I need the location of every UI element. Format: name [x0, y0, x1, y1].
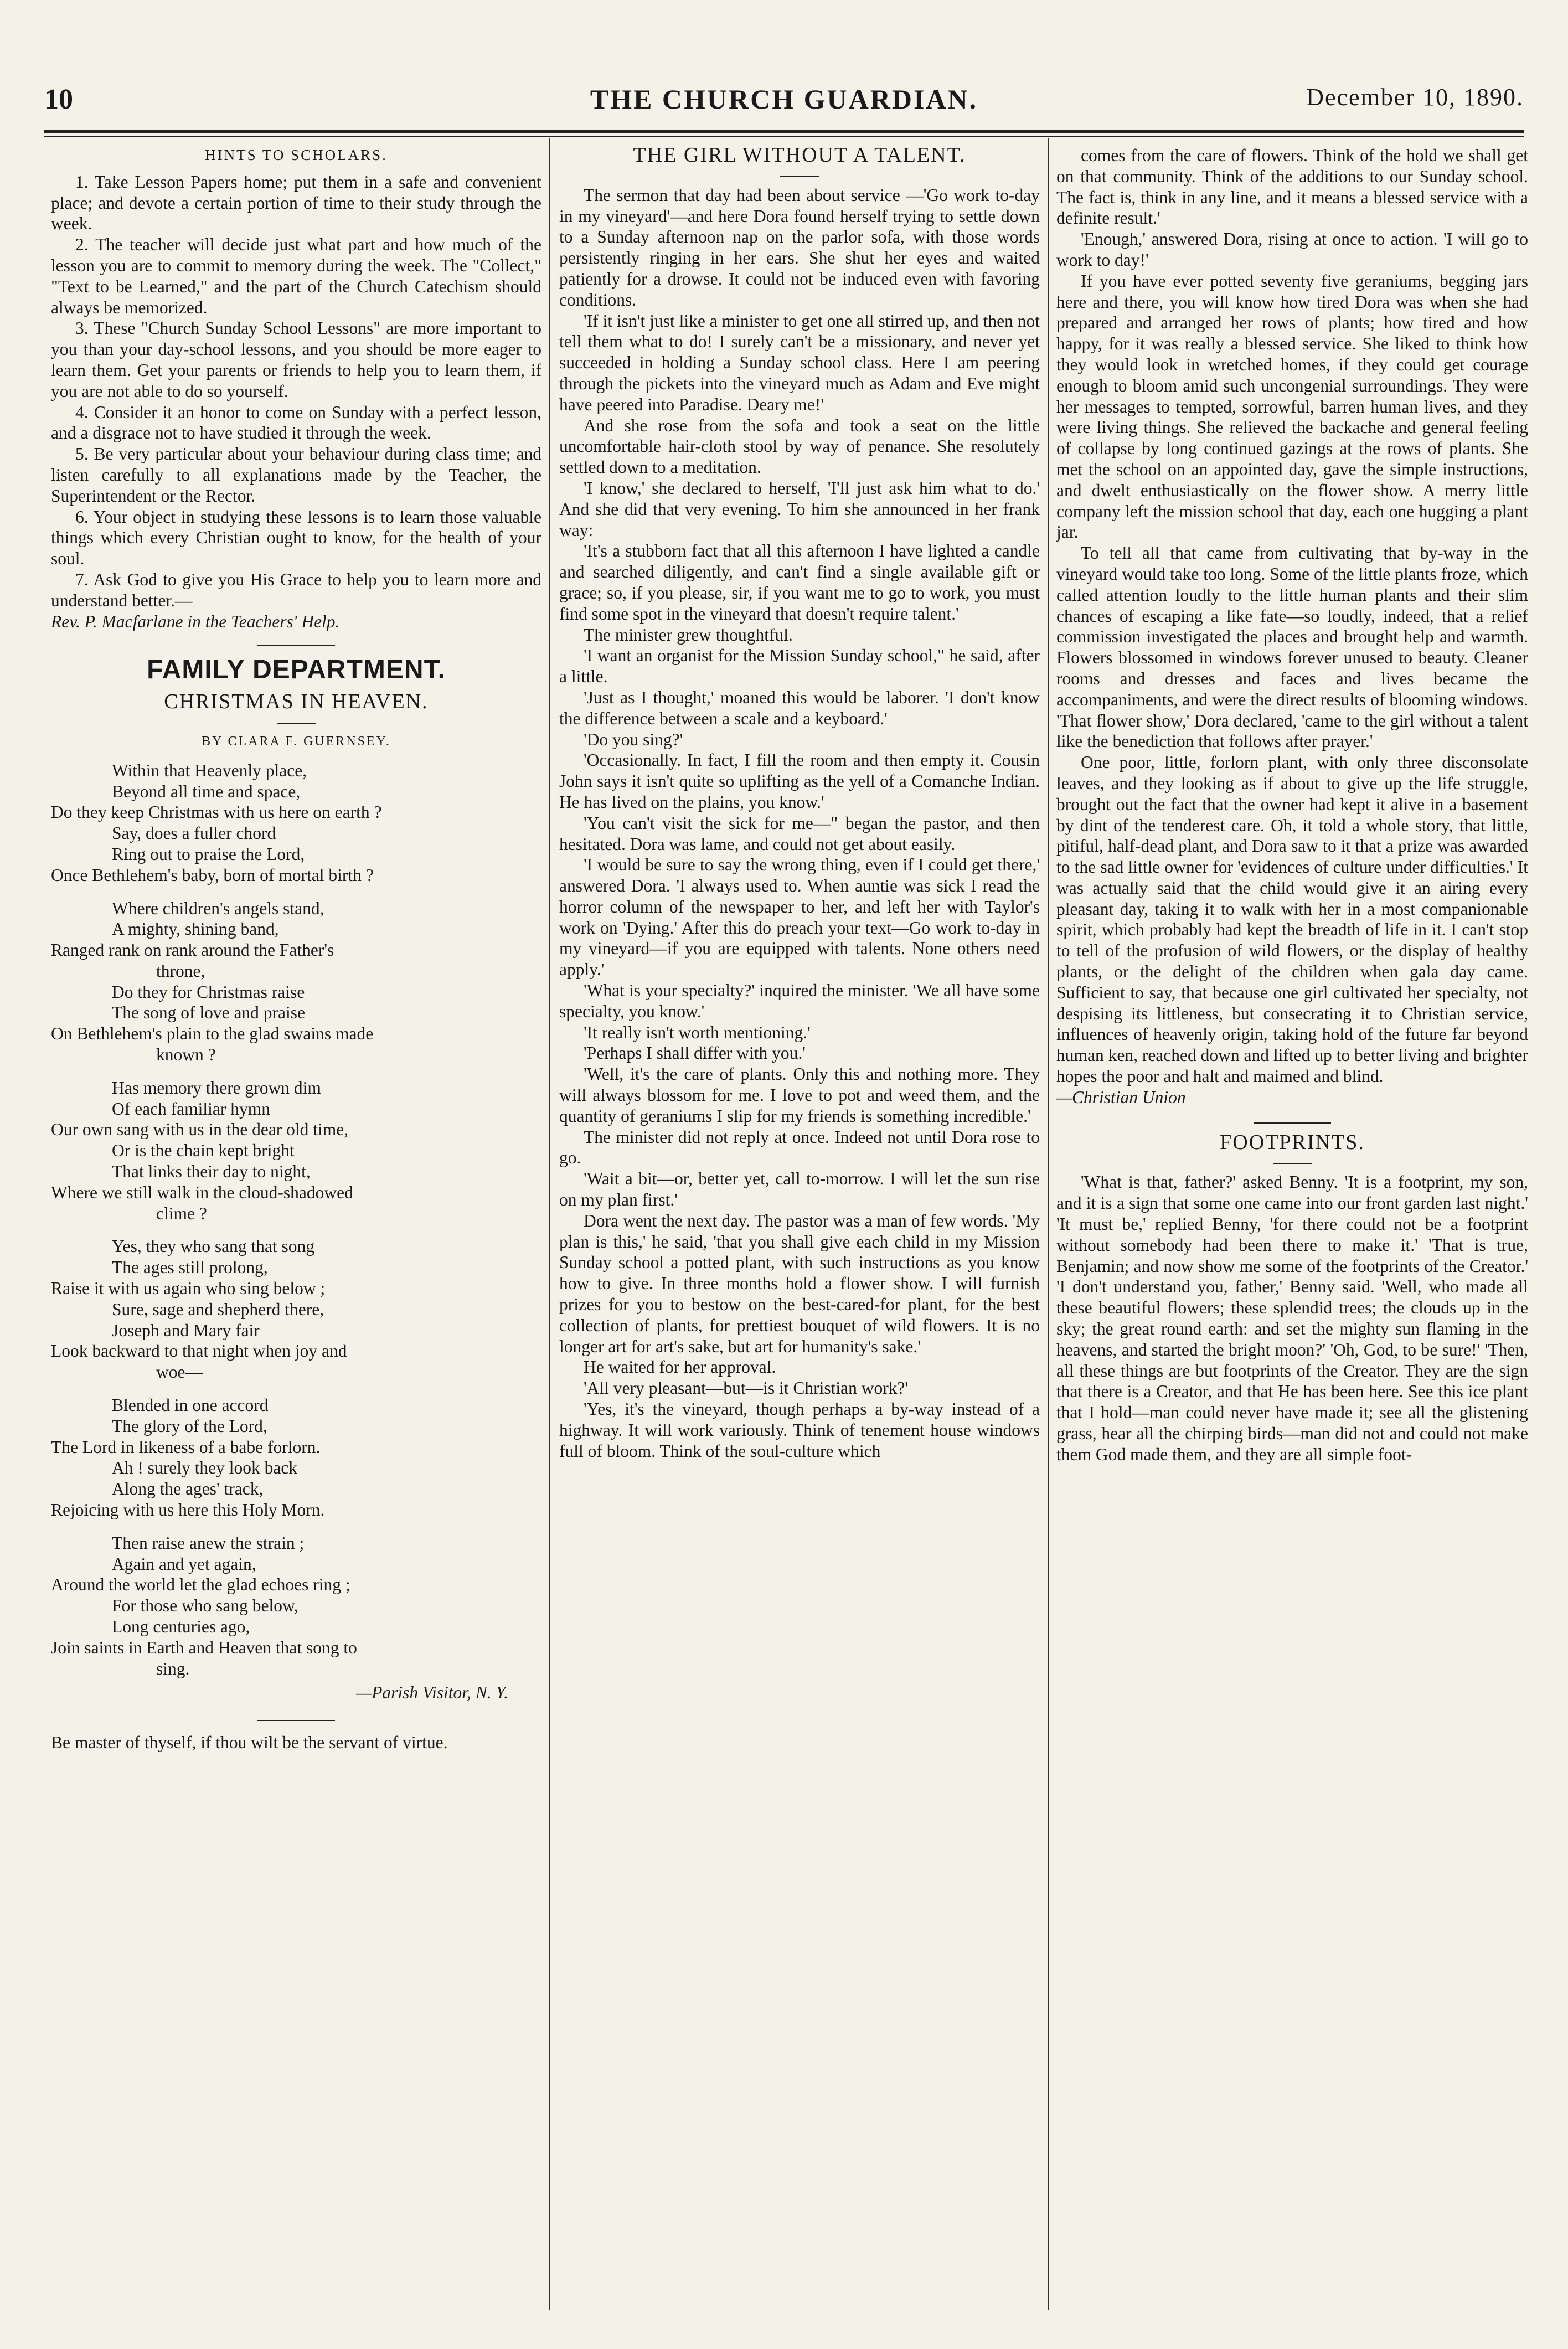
- poem-line: Around the world let the glad echoes ring ;: [51, 1575, 350, 1595]
- poem-line: woe—: [156, 1362, 203, 1382]
- paragraph: To tell all that came from cultivating that by-way in the vineyard would take too long. Some of the little plants froze, which called attention loudly to the little human plants and their slim chances of escaping a like fate—so loudly, indeed, that a relief commission investigated the places and brought help and warmth. Flowers blossomed in windows forever unused to beauty. Cleaner rooms and dresses and faces and lives became the accompaniments, and were the direct results of blooming windows. 'That flower show,' Dora declared, 'came to the girl without a talent like the benediction that follows after prayer.': [1056, 543, 1528, 751]
- column-divider: [549, 138, 550, 2310]
- stanza-break: [51, 1383, 541, 1395]
- paragraph: 'Just as I thought,' moaned this would be laborer. 'I don't know the difference between a scale and a keyboard.': [559, 687, 1040, 728]
- poem-line: Once Bethlehem's baby, born of mortal birth ?: [51, 865, 374, 885]
- story-body: [559, 185, 1040, 1462]
- paragraph: The minister did not reply at once. Indeed not until Dora rose to go.: [559, 1127, 1040, 1168]
- hints-heading: HINTS TO SCHOLARS.: [205, 147, 388, 163]
- header-rule-thin: [44, 136, 1524, 137]
- paragraph: 'You can't visit the sick for me—" began the pastor, and then hesitated. Dora was lame, and could not get about easily.: [559, 813, 1040, 854]
- poem-line: Do they keep Christmas with us here on earth ?: [51, 802, 382, 822]
- paragraph: 'Wait a bit—or, better yet, call to-morrow. I will let the sun rise on my plan first.': [559, 1169, 1040, 1210]
- poem-line: Or is the chain kept bright: [112, 1141, 295, 1161]
- poem-line: The song of love and praise: [112, 1003, 306, 1023]
- hint-item: 7. Ask God to give you His Grace to help you to learn more and understand better.—: [51, 569, 541, 610]
- paragraph: 'All very pleasant—but—is it Christian work?': [584, 1378, 909, 1398]
- poem-line: The Lord in likeness of a babe forlorn.: [51, 1437, 321, 1457]
- section-rule: [1254, 1122, 1331, 1124]
- paragraph: The sermon that day had been about service —'Go work to-day in my vineyard'—and here Dora found herself trying to settle down to a Sunday afternoon nap on the parlor sofa, with those words persistently ringing in her ears. She shut her eyes and waited patiently for a drowse. It could not be induced even with favoring conditions.: [559, 185, 1040, 310]
- paragraph: 'If it isn't just like a minister to get one all stirred up, and then not tell them what to do! I surely can't be a missionary, and never yet succeeded in holding a Sunday school class. Here I am peering through the pickets into the vineyard much as Adam and Eve might have peered into Paradise. Deary me!': [559, 311, 1040, 414]
- paragraph: 'I want an organist for the Mission Sunday school," he said, after a little.: [559, 646, 1040, 687]
- paragraph: 'I would be sure to say the wrong thing, even if I could get there,' answered Dora. 'I always used to. When auntie was sick I read the horror column of the newspaper to her, and left her with Taylor's work on 'Dying.' After this do preach your text—Go work to-day in my vineyard—if you are equipped with talents. None others need apply.': [559, 855, 1040, 980]
- stanza-break: [51, 1521, 541, 1533]
- paragraph: 'Yes, it's the vineyard, though perhaps a by-way instead of a highway. It will work variously. Think of tenement house windows full of bloom. Think of the soul-culture which: [559, 1399, 1040, 1461]
- poem-line: Join saints in Earth and Heaven that song to: [51, 1637, 357, 1657]
- poem-line: Ranged rank on rank around the Father's: [51, 940, 334, 960]
- footprints-title: FOOTPRINTS.: [1220, 1130, 1365, 1154]
- poem-byline: BY CLARA F. GUERNSEY.: [202, 734, 391, 749]
- poem-line: A mighty, shining band,: [112, 919, 279, 939]
- paragraph: And she rose from the sofa and took a seat on the little uncomfortable hair-cloth stool by way of penance. She resolutely settled down to a meditation.: [559, 415, 1040, 477]
- poem-line: On Bethlehem's plain to the glad swains made: [51, 1024, 374, 1044]
- paragraph: He waited for her approval.: [584, 1357, 776, 1377]
- poem-source: —Parish Visitor, N. Y.: [356, 1683, 508, 1703]
- hint-item: 6. Your object in studying these lessons is to learn those valuable things which every Christian ought to know, for the health of your soul.: [51, 507, 541, 569]
- hint-item: 3. These "Church Sunday School Lessons" are more important to you than your day-school lessons, and you should be more eager to learn them. Get your parents or friends to help you to learn them, if you are not able to do so yourself.: [51, 318, 541, 401]
- poem-line: Then raise anew the strain ;: [112, 1533, 305, 1553]
- story-continuation: [1056, 145, 1528, 1087]
- poem-body: [51, 760, 541, 1680]
- column-divider: [1048, 138, 1049, 2310]
- hint-item: 2. The teacher will decide just what part and how much of the lesson you are to commit to memory during the week. The "Collect," "Text to be Learned," and the part of the Church Catechism should always be memorized.: [51, 235, 541, 317]
- poem-line: Ring out to praise the Lord,: [112, 844, 305, 864]
- title-rule: [277, 723, 316, 724]
- paragraph: 'It really isn't worth mentioning.': [584, 1022, 811, 1042]
- story-source: —Christian Union: [1056, 1087, 1186, 1107]
- paragraph: Dora went the next day. The pastor was a man of few words. 'My plan is this,' he said, 'that you shall give each child in my Mission Sunday school a potted plant, with such instructions as you know how to give. In three months hold a flower show. I will furnish prizes for you to bestow on the best-cared-for plant, for the best collection of plants, for prettiest bouquet of wild flowers. It is no longer art for art's sake, but art for humanity's sake.': [559, 1210, 1040, 1356]
- poem-line: Our own sang with us in the dear old time,: [51, 1120, 349, 1140]
- poem-line: Long centuries ago,: [112, 1617, 250, 1636]
- paragraph: 'Do you sing?': [584, 729, 683, 749]
- hints-attribution: Rev. P. Macfarlane in the Teachers' Help.: [51, 611, 340, 631]
- column-2: [559, 145, 1040, 2310]
- column-3: [1056, 145, 1528, 2310]
- poem-line: Do they for Christmas raise: [112, 982, 305, 1002]
- poem-line: Raise it with us again who sing below ;: [51, 1279, 326, 1299]
- stanza-break: [51, 886, 541, 898]
- hint-item: 1. Take Lesson Papers home; put them in a safe and convenient place; and devote a certain portion of time to their study through the week.: [51, 172, 541, 234]
- paragraph: 'Enough,' answered Dora, rising at once to action. 'I will go to work to day!': [1056, 229, 1528, 270]
- family-department-heading: FAMILY DEPARTMENT.: [147, 655, 446, 685]
- poem-line: Yes, they who sang that song: [112, 1237, 315, 1256]
- newspaper-title: THE CHURCH GUARDIAN.: [590, 84, 978, 115]
- page-number: 10: [44, 84, 73, 115]
- poem-line: The ages still prolong,: [112, 1258, 268, 1277]
- poem-line: Beyond all time and space,: [112, 781, 301, 801]
- paragraph: 'Occasionally. In fact, I fill the room and then empty it. Cousin John says it isn't quite so uplifting as the yell of a Comanche Indian. He has lived on the plains, you know.': [559, 750, 1040, 812]
- section-rule: [257, 1720, 335, 1721]
- section-rule: [257, 645, 335, 646]
- poem-line: Ah ! surely they look back: [112, 1458, 298, 1478]
- poem-line: throne,: [156, 961, 205, 981]
- poem-line: Where children's angels stand,: [112, 898, 324, 918]
- stanza-break: [51, 1224, 541, 1236]
- title-rule: [780, 176, 819, 177]
- paragraph: comes from the care of flowers. Think of the hold we shall get on that community. Think of the additions to our Sunday school. The fact is, think in any line, and it means a blessed service with a definite result.': [1056, 146, 1528, 228]
- poem-line: For those who sang below,: [112, 1596, 298, 1616]
- issue-date: December 10, 1890.: [1306, 84, 1524, 111]
- poem-line: Where we still walk in the cloud-shadowed: [51, 1182, 353, 1202]
- hint-item: 5. Be very particular about your behaviour during class time; and listen carefully to all explanations made by the Teacher, the Superintendent or the Rector.: [51, 444, 541, 506]
- paragraph: The minister grew thoughtful.: [584, 625, 793, 645]
- paragraph: If you have ever potted seventy five geraniums, begging jars here and there, you will know how tired Dora was when she had prepared and arranged her rows of plants; how tired and how happy, for it was really a blessed service. She liked to think how they would look in wretched homes, if they could get courage enough to bloom amid such uncongenial surroundings. They were her messages to tempted, sorrowful, barren human lives, and they were living things. She relieved the backache and general feeling of collapse by long continued gazings at the rows of plants. She met the school on an appointed day, gave the simple instructions, and dwelt enthusiastically on the flower show. A merry little company left the mission school that day, each one hugging a plant jar.: [1056, 271, 1528, 542]
- paragraph: 'What is your specialty?' inquired the minister. 'We all have some specialty, you know.': [559, 981, 1040, 1021]
- poem-line: Within that Heavenly place,: [112, 760, 307, 780]
- poem-line: Rejoicing with us here this Holy Morn.: [51, 1500, 325, 1520]
- paragraph: One poor, little, forlorn plant, with only three disconsolate leaves, and they looking as if about to give up the life struggle, brought out the fact that the owner had kept it alive in a basement by dint of the tenderest care. Oh, it told a whole story, that little, pitiful, half-dead plant, and Dora saw to it that a prize was awarded to the sad little owner for 'evidences of culture under difficulties.' It was actually said that the child would give it an airing every pleasant day, taking it to walk with her in a most companionable spirit, which probably had kept the breadth of life in it. I can't stop to tell of the profusion of wild flowers, or the display of healthy plants, or the delight of the children when gala day came. Sufficient to say, that because one girl cultivated her specialty, not despising its littleness, but consecrating it to Christian service, influences of heavenly origin, taking hold of the future far beyond human ken, reached down and lifted up to better living and brighter hopes the poor and halt and maimed and blind.: [1056, 753, 1528, 1086]
- footprints-body: [1056, 1172, 1528, 1465]
- paragraph: 'I know,' she declared to herself, 'I'll just ask him what to do.' And she did that very evening. To him she announced in her frank way:: [559, 478, 1040, 540]
- paragraph: 'Well, it's the care of plants. Only this and nothing more. They will always blossom for me. I love to pot and weed them, and the quantity of geraniums I slip for my friends is something incredible.': [559, 1064, 1040, 1126]
- hint-item: 4. Consider it an honor to come on Sunday with a perfect lesson, and a disgrace not to have studied it through the week.: [51, 402, 541, 443]
- poem-line: Joseph and Mary fair: [112, 1320, 260, 1340]
- paragraph: 'What is that, father?' asked Benny. 'It is a footprint, my son, and it is a sign that some one came into our front garden last night.' 'It must be,' replied Benny, 'for there could not be a footprint without somebody had been there to make it.' 'That is true, Benjamin; and now show me some of the footprints of the Creator.' 'I don't understand you, father,' Benny said. 'Well, who made all these beautiful flowers; these splendid trees; the clouds up in the sky; the great round earth: and set the mighty sun flaming in the heavens, and started the bright moon?' 'Oh, God, to be sure!' 'Then, all these things are but footprints of the Creator. They are the sign that there is a Creator, and that He has been here. See this ice plant that I hold—man could never have made it; see all the glistening grass, hear all the chirping birds—man did not and could not make them God made them, and they are all simple foot-: [1056, 1172, 1528, 1464]
- paragraph: 'Perhaps I shall differ with you.': [584, 1043, 806, 1063]
- poem-line: Again and yet again,: [112, 1554, 256, 1574]
- poem-line: clime ?: [156, 1203, 207, 1223]
- poem-line: Look backward to that night when joy and: [51, 1341, 347, 1361]
- poem-line: sing.: [156, 1658, 190, 1678]
- poem-line: The glory of the Lord,: [112, 1416, 267, 1436]
- stanza-break: [51, 1065, 541, 1078]
- poem-line: That links their day to night,: [112, 1162, 311, 1182]
- poem-title: CHRISTMAS IN HEAVEN.: [164, 690, 429, 714]
- paragraph: 'It's a stubborn fact that all this afternoon I have lighted a candle and searched diligently, and can't find a single available gift or grace; so, if you please, sir, if you want me to go to work, you must find some spot in the vineyard that doesn't require talent.': [559, 541, 1040, 624]
- poem-line: Of each familiar hymn: [112, 1099, 271, 1119]
- poem-line: known ?: [156, 1045, 216, 1065]
- story-title: THE GIRL WITHOUT A TALENT.: [633, 145, 966, 167]
- poem-line: Sure, sage and shepherd there,: [112, 1299, 324, 1319]
- poem-line: Blended in one accord: [112, 1395, 269, 1415]
- poem-line: Say, does a fuller chord: [112, 823, 276, 843]
- column-1: [51, 145, 541, 2310]
- page-header: [44, 83, 1524, 127]
- title-rule: [1273, 1163, 1312, 1164]
- poem-line: Along the ages' track,: [112, 1479, 264, 1499]
- header-rule: [44, 130, 1524, 133]
- maxim: Be master of thyself, if thou wilt be the servant of virtue.: [51, 1733, 448, 1753]
- poem-line: Has memory there grown dim: [112, 1078, 321, 1098]
